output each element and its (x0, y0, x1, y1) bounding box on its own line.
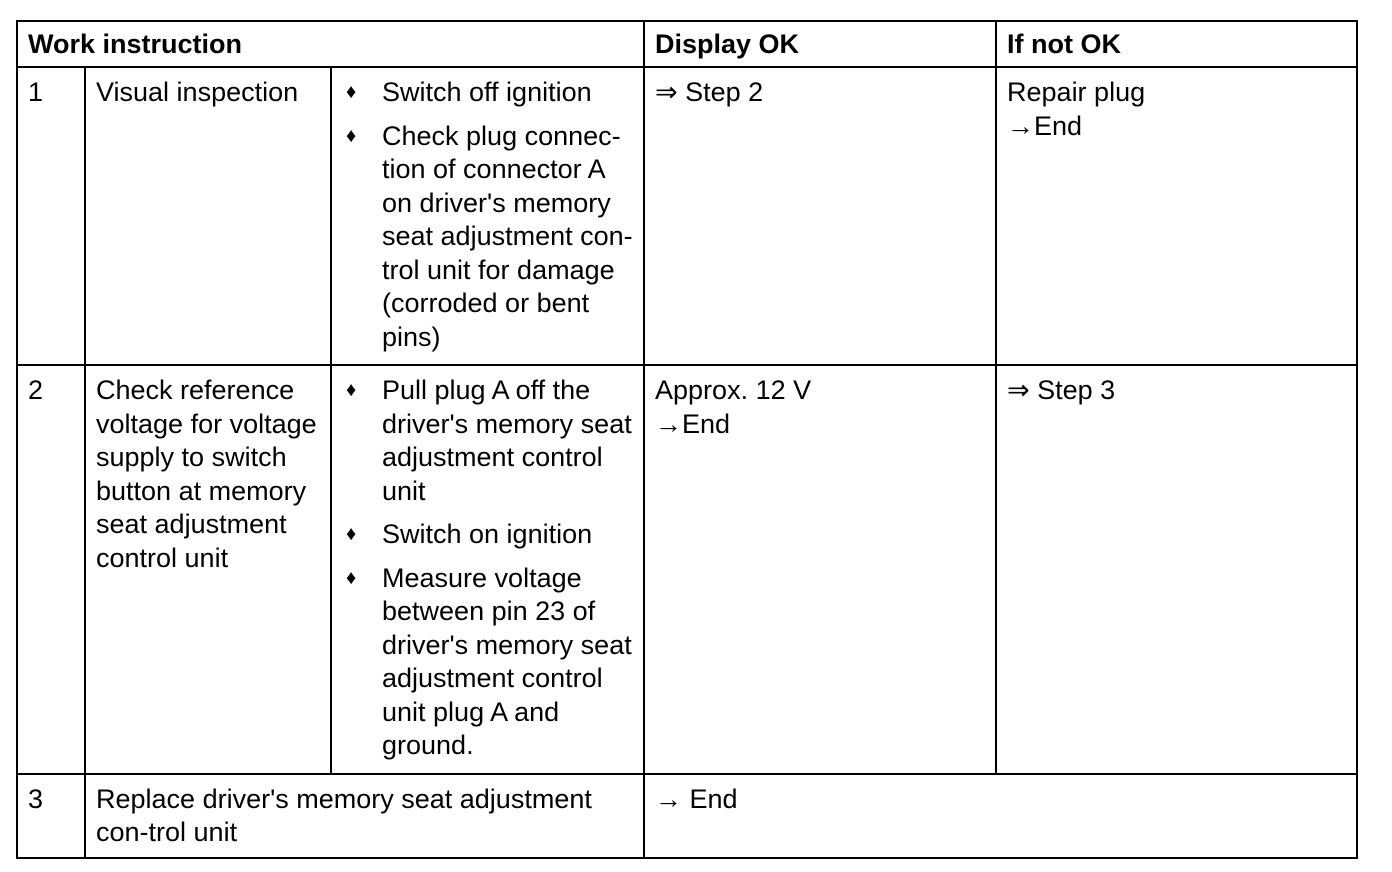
step-actions (331, 365, 644, 774)
action-item: ♦ Switch on ignition (342, 518, 635, 552)
if-not-ok-cell: ⇒ Step 3 (996, 365, 1357, 774)
table-header-row (17, 21, 1357, 67)
bullet-icon: ♦ (346, 81, 357, 103)
action-item: ♦ Pull plug A off the driver's memory seat adjustment control unit (346, 375, 632, 506)
bullet-icon: ♦ (346, 523, 357, 545)
table-row (17, 365, 1357, 774)
display-ok-cell: ⇒ Step 2 (644, 67, 996, 365)
step-title: Replace driver's memory seat adjustment con-trol unit (85, 774, 644, 858)
table-row (17, 774, 1357, 858)
step-title: Check reference voltage for voltage supply to switch button at memory seat adjustment control unit (85, 365, 331, 774)
display-ok-cell: Approx. 12 V →End (644, 365, 996, 774)
bullet-icon: ♦ (346, 566, 357, 589)
display-ok-cell: → End (644, 774, 1357, 858)
action-item: ♦ Measure voltage between pin 23 of driver's memory seat adjustment control unit plug A and ground. (346, 562, 632, 760)
bullet-icon: ♦ (346, 379, 357, 401)
bullet-icon: ♦ (346, 124, 357, 147)
table-row (17, 67, 1357, 365)
work-instruction-table (16, 20, 1358, 859)
action-item: ♦ Switch off ignition (342, 76, 635, 110)
step-title: Visual inspection (85, 67, 331, 365)
step-number: 2 (17, 365, 85, 774)
step-number: 3 (17, 774, 85, 858)
header-work-instruction: Work instruction (17, 21, 644, 67)
step-actions (331, 67, 644, 365)
action-item: ♦ Check plug connec-tion of connector A on driver's memory seat adjustment con-trol unit for damage (corroded or bent pins) (346, 120, 633, 352)
header-display-ok: Display OK (644, 21, 996, 67)
step-number: 1 (17, 67, 85, 365)
if-not-ok-cell: Repair plug →End (996, 67, 1357, 365)
header-if-not-ok: If not OK (996, 21, 1357, 67)
